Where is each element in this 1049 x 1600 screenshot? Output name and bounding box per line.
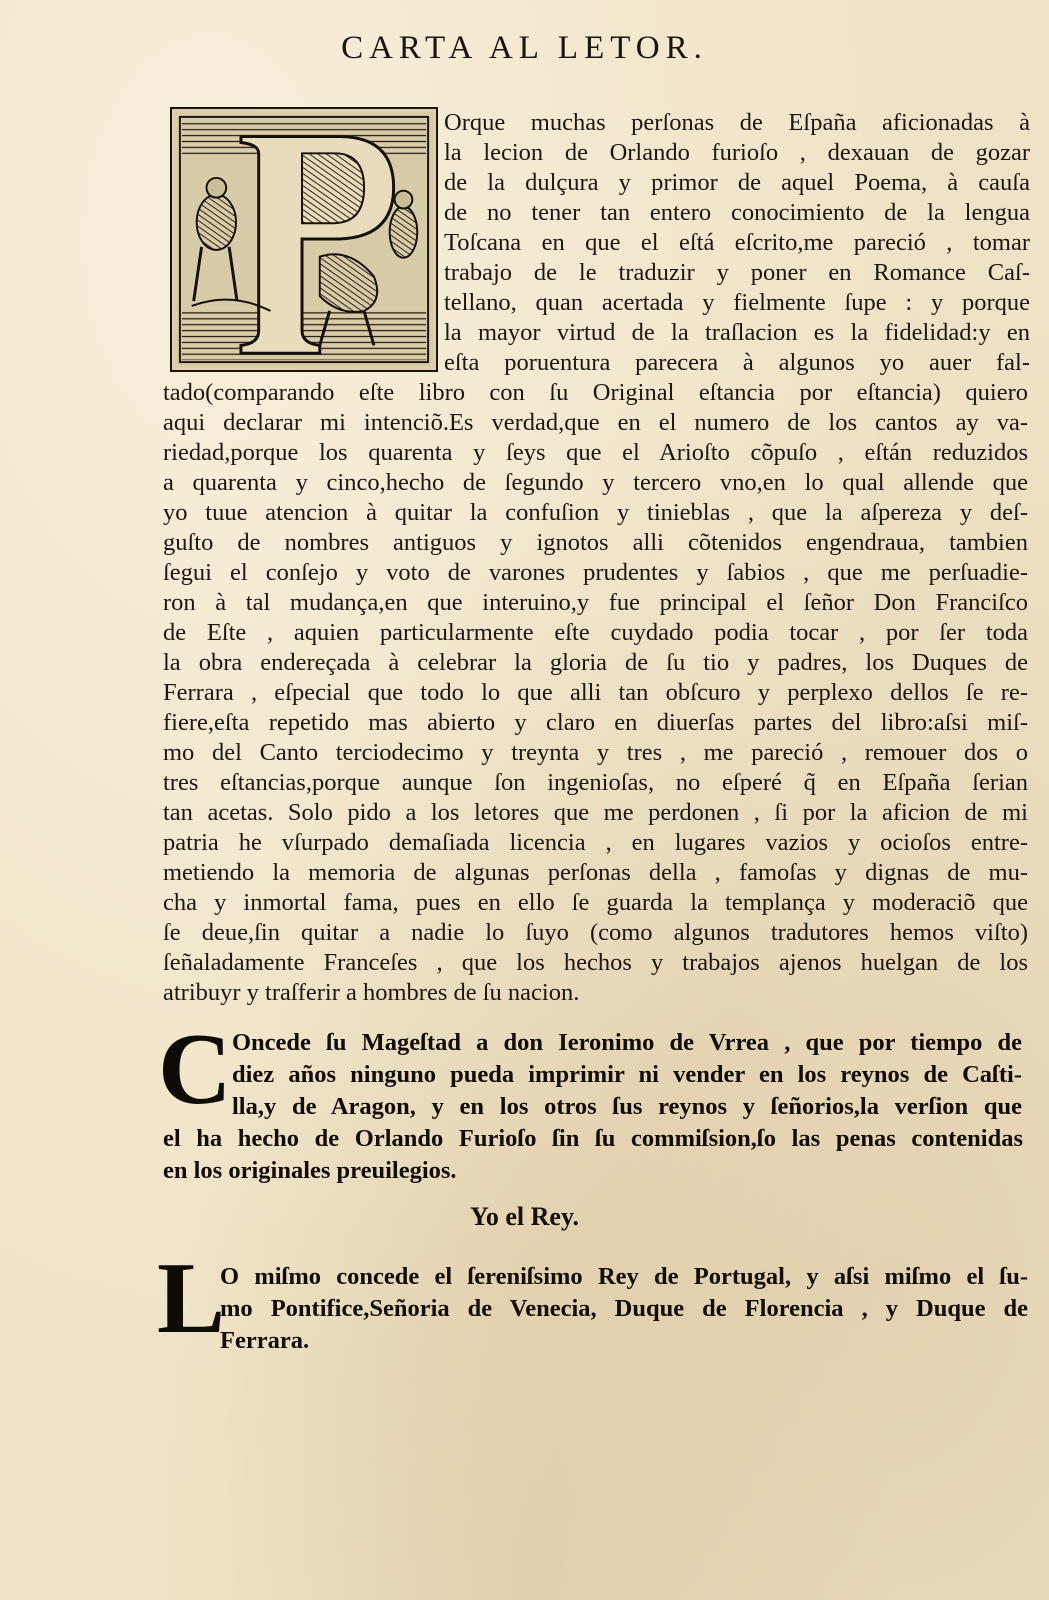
- text-line: la mayor virtud de la traſlacion es la fidelidad:y en: [444, 319, 1030, 346]
- text-line: metiendo la memoria de algunas perſonas della , famoſas y dignas de mu-: [163, 859, 1028, 886]
- woodcut-initial-P-icon: [170, 107, 438, 372]
- text-line: Toſcana en que el eſtá eſcrito,me pareció , tomar: [444, 229, 1030, 256]
- text-line: Orque muchas perſonas de Eſpaña aficionadas à: [444, 109, 1030, 136]
- text-line: trabajo de le traduzir y poner en Romance Caſ-: [444, 259, 1030, 286]
- signature: Yo el Rey.: [469, 1202, 580, 1231]
- text-line: el ha hecho de Orlando Furioſo ſin ſu commiſsion,ſo las penas contenidas: [163, 1125, 1023, 1152]
- text-line: yo tuue atencion à quitar la confuſion y tinieblas , que la aſpereza y deſ-: [163, 499, 1028, 526]
- text-line: fiere,eſta repetido mas abierto y claro en diuerſas partes del libro:aſsi miſ-: [163, 709, 1028, 736]
- text-line: de la dulçura y primor de aquel Poema, à cauſa: [444, 169, 1030, 196]
- text-line: guſto de nombres antiguos y ignotos alli cõtenidos engendraua, tambien: [163, 529, 1028, 556]
- text-line: riedad,porque los quarenta y ſeys que el Arioſto cõpuſo , eſtán reduzidos: [163, 439, 1028, 466]
- text-line: Ferrara.: [220, 1327, 310, 1354]
- text-line: Oncede ſu Mageſtad a don Ieronimo de Vrrea , que por tiempo de: [232, 1029, 1022, 1056]
- text-line: tan acetas. Solo pido a los letores que me perdonen , ſi por la aficion de mi: [163, 799, 1028, 826]
- text-line: tado(comparando eſte libro con ſu Original eſtancia por eſtancia) quiero: [163, 379, 1028, 406]
- text-line: O miſmo concede el ſereniſsimo Rey de Portugal, y aſsi miſmo el ſu-: [220, 1263, 1028, 1290]
- text-line: eſta poruentura parecera à algunos yo auer fal-: [444, 349, 1030, 376]
- page-title: CARTA AL LETOR.: [341, 30, 708, 66]
- text-line: atribuyr y traſferir a hombres de ſu nacion.: [163, 979, 580, 1006]
- text-line: ſeñaladamente Franceſes , que los hechos y trabajos ajenos huelgan de los: [163, 949, 1028, 976]
- text-line: de no tener tan entero conocimiento de la lengua: [444, 199, 1030, 226]
- text-line: tellano, quan acertada y fielmente ſupe : y porque: [444, 289, 1030, 316]
- text-line: de Eſte , aquien particularmente eſte cuydado podia tocar , por ſer toda: [163, 619, 1028, 646]
- text-line: diez años ninguno pueda imprimir ni vender en los reynos de Caſti-: [232, 1061, 1022, 1088]
- drop-cap-C: C: [158, 1013, 232, 1126]
- text-line: en los originales preuilegios.: [163, 1157, 457, 1184]
- text-line: la lecion de Orlando furioſo , dexauan de gozar: [444, 139, 1030, 166]
- text-line: Ferrara , eſpecial que todo lo que alli tan obſcuro y perplexo dellos ſe re-: [163, 679, 1028, 706]
- drop-cap-L: L: [157, 1242, 226, 1355]
- text-line: mo del Canto terciodecimo y treynta y tres , me pareció , remouer dos o: [163, 739, 1028, 766]
- text-line: tres eſtancias,porque aunque ſon ingenioſas, no eſperé q̃ en Eſpaña ſerian: [163, 769, 1028, 796]
- text-line: mo Pontifice,Señoria de Venecia, Duque de Florencia , y Duque de: [220, 1295, 1028, 1322]
- text-line: aqui declarar mi intenciõ.Es verdad,que en el numero de los cantos ay va-: [163, 409, 1028, 436]
- text-line: patria he vſurpado demaſiada licencia , en lugares vazios y ocioſos entre-: [163, 829, 1028, 856]
- text-line: ron à tal mudança,en que interuino,y fue principal el ſeñor Don Franciſco: [163, 589, 1028, 616]
- text-line: cha y inmortal fama, pues en ello ſe guarda la templança y moderaciõ que: [163, 889, 1028, 916]
- text-line: ſegui el conſejo y voto de varones prudentes y ſabios , que me perſuadie-: [163, 559, 1028, 586]
- text-line: a quarenta y cinco,hecho de ſegundo y tercero vno,en lo qual allende que: [163, 469, 1028, 496]
- text-line: ſe deue,ſin quitar a nadie lo ſuyo (como algunos tradutores hemos viſto): [163, 919, 1028, 946]
- text-line: la obra endereçada à celebrar la gloria de ſu tio y padres, los Duques de: [163, 649, 1028, 676]
- text-line: lla,y de Aragon, y en los otros ſus reynos y ſeñorios,la verſion que: [232, 1093, 1022, 1120]
